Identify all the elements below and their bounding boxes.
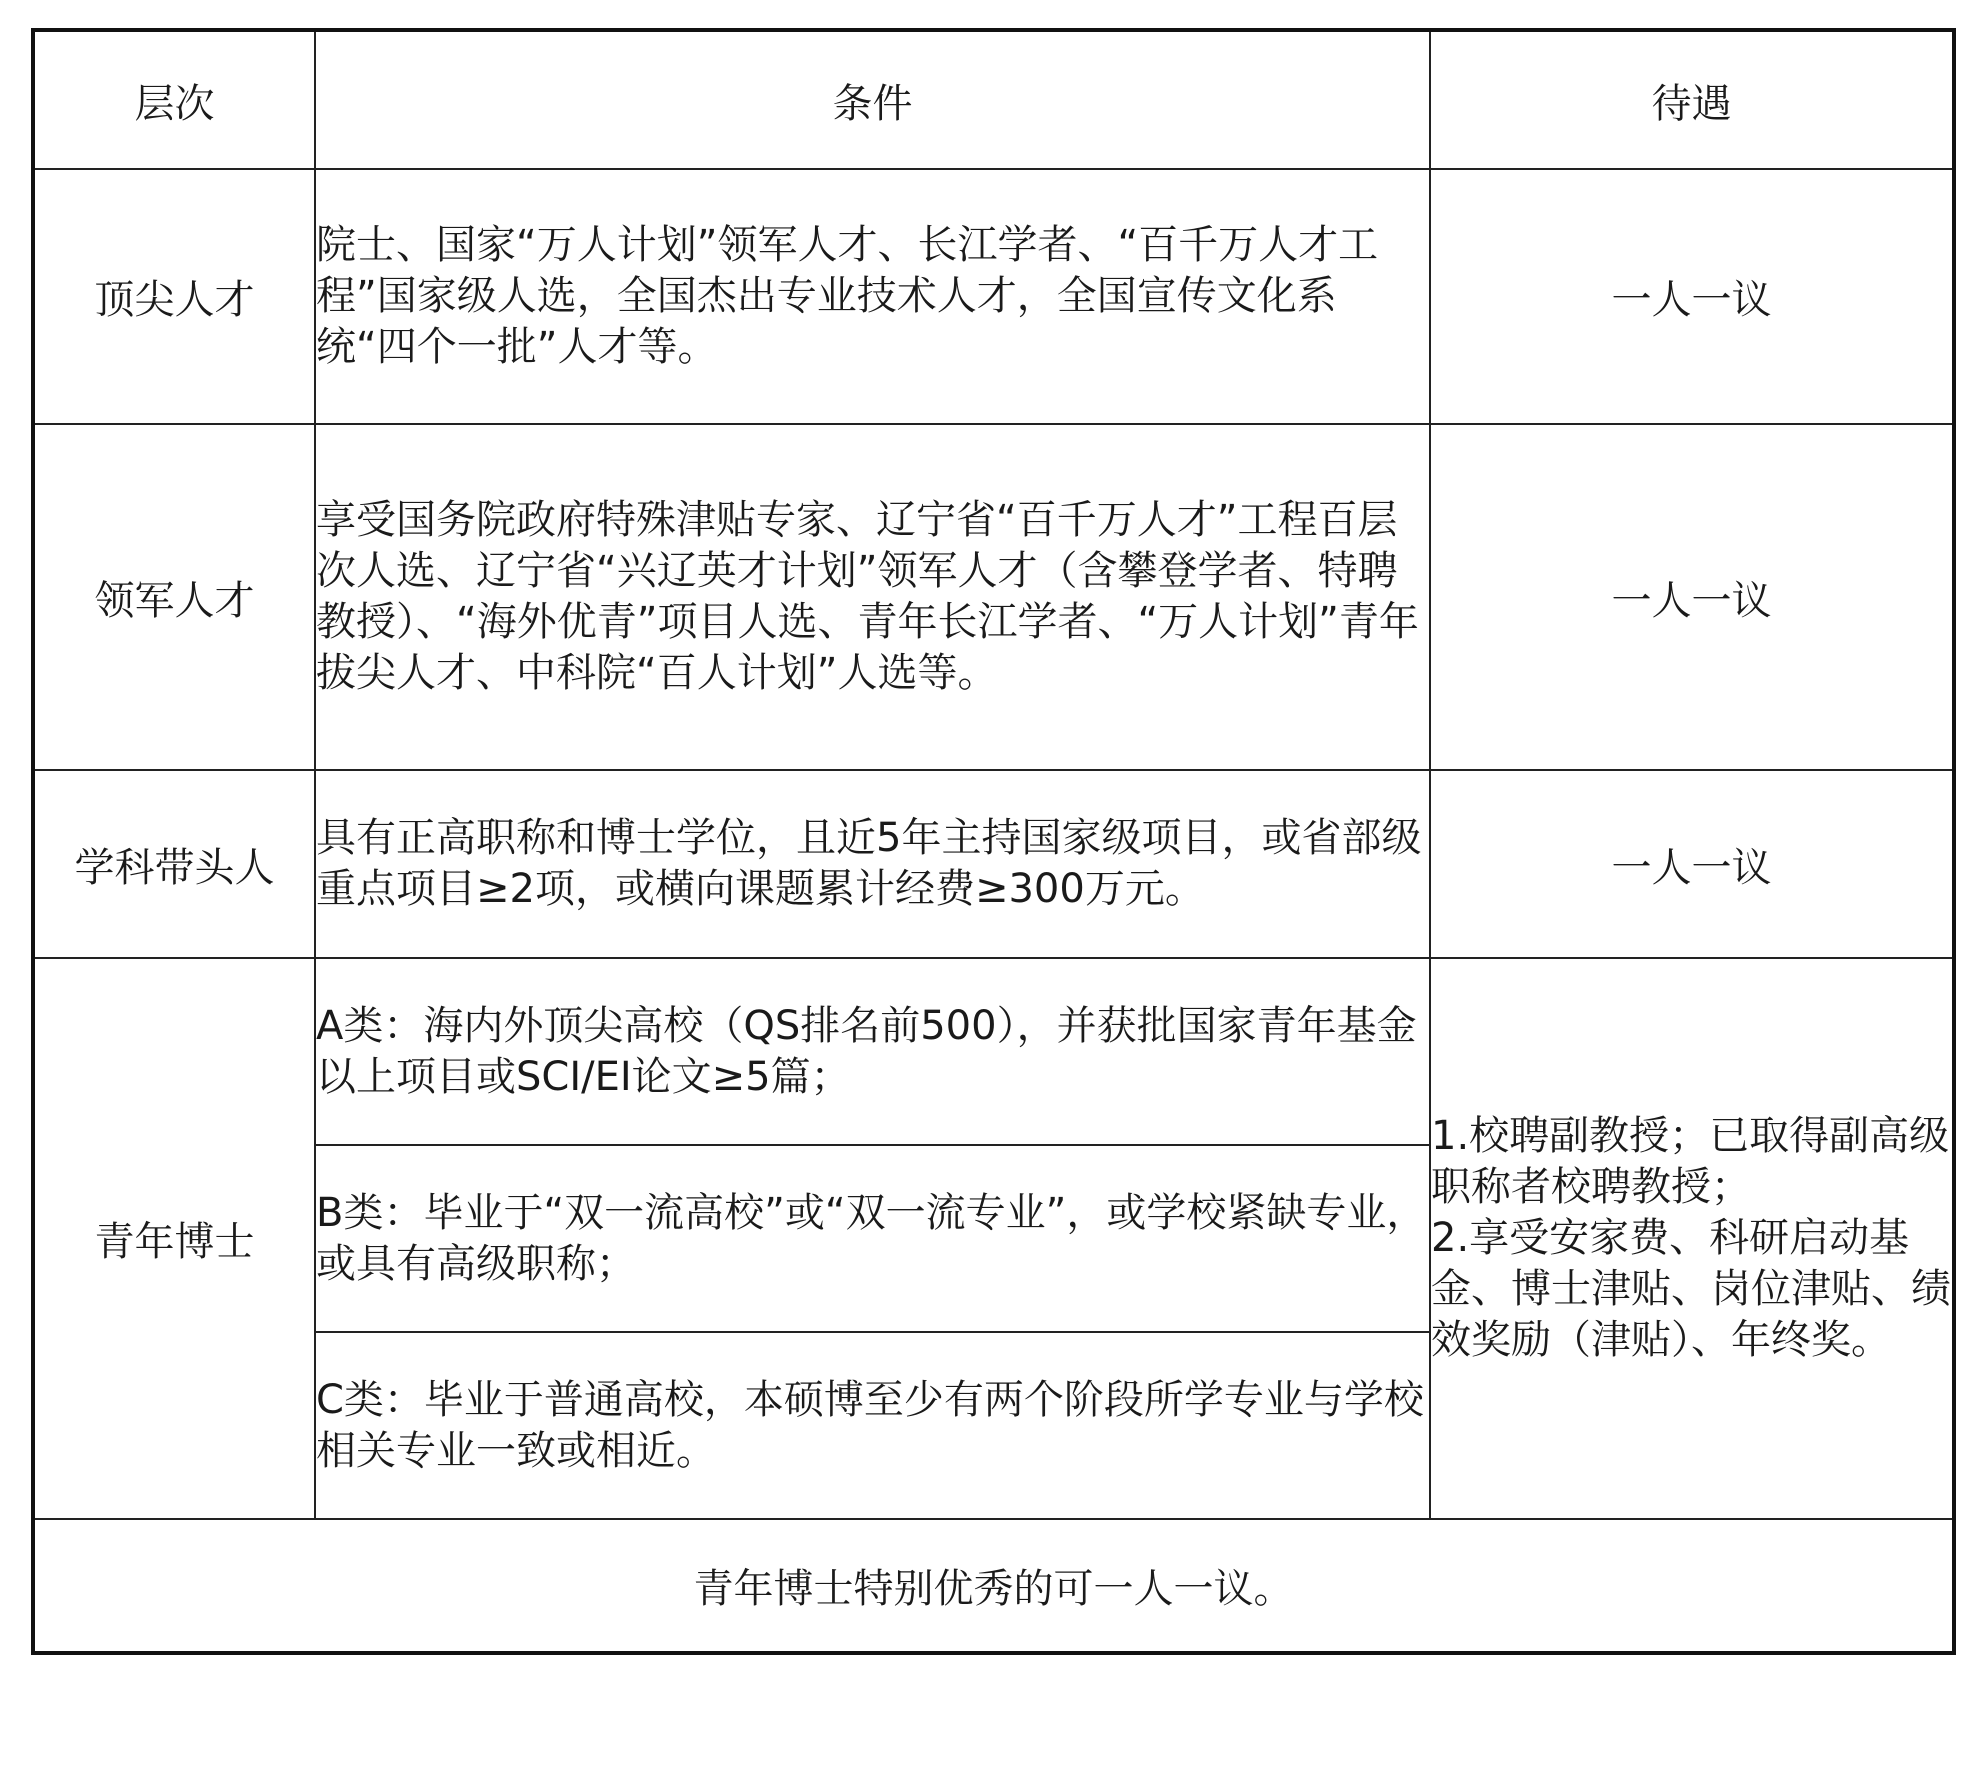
table-row bbox=[33, 958, 1954, 1145]
level-cell-young-phd: 青年博士 bbox=[33, 958, 315, 1519]
conditions-cell-category-b: B类：毕业于“双一流高校”或“双一流专业”，或学校紧缺专业，或具有高级职称； bbox=[315, 1145, 1430, 1332]
header-treatment: 待遇 bbox=[1430, 30, 1954, 169]
conditions-cell-category-a: A类：海内外顶尖高校（QS排名前500），并获批国家青年基金以上项目或SCI/EI论文≥5篇； bbox=[315, 958, 1430, 1145]
level-cell: 顶尖人才 bbox=[33, 169, 315, 424]
talent-policy-table bbox=[31, 28, 1956, 1655]
level-cell: 学科带头人 bbox=[33, 770, 315, 958]
treatment-item: 1.校聘副教授；已取得副高级职称者校聘教授； bbox=[1431, 1113, 1950, 1210]
treatment-item: 2.享受安家费、科研启动基金、博士津贴、岗位津贴、绩效奖励（津贴）、年终奖。 bbox=[1431, 1215, 1951, 1363]
level-cell: 领军人才 bbox=[33, 424, 315, 770]
conditions-cell: 享受国务院政府特殊津贴专家、辽宁省“百千万人才”工程百层次人选、辽宁省“兴辽英才计划”领军人才（含攀登学者、特聘教授）、“海外优青”项目人选、青年长江学者、“万人计划”青年拔尖人才、中科院“百人计划”人选等。 bbox=[315, 424, 1430, 770]
treatment-cell: 一人一议 bbox=[1430, 169, 1954, 424]
treatment-cell: 一人一议 bbox=[1430, 424, 1954, 770]
conditions-cell: 院士、国家“万人计划”领军人才、长江学者、“百千万人才工程”国家级人选，全国杰出专业技术人才，全国宣传文化系统“四个一批”人才等。 bbox=[315, 169, 1430, 424]
table-row bbox=[33, 770, 1954, 958]
footer-note: 青年博士特别优秀的可一人一议。 bbox=[33, 1519, 1954, 1653]
conditions-cell: 具有正高职称和博士学位，且近5年主持国家级项目，或省部级重点项目≥2项，或横向课题累计经费≥300万元。 bbox=[315, 770, 1430, 958]
table-row bbox=[33, 424, 1954, 770]
header-level: 层次 bbox=[33, 30, 315, 169]
conditions-cell-category-c: C类：毕业于普通高校，本硕博至少有两个阶段所学专业与学校相关专业一致或相近。 bbox=[315, 1332, 1430, 1519]
treatment-cell: 一人一议 bbox=[1430, 770, 1954, 958]
table-footer-row bbox=[33, 1519, 1954, 1653]
header-conditions: 条件 bbox=[315, 30, 1430, 169]
treatment-cell-young-phd bbox=[1430, 958, 1954, 1519]
table-row bbox=[33, 169, 1954, 424]
table-header-row bbox=[33, 30, 1954, 169]
